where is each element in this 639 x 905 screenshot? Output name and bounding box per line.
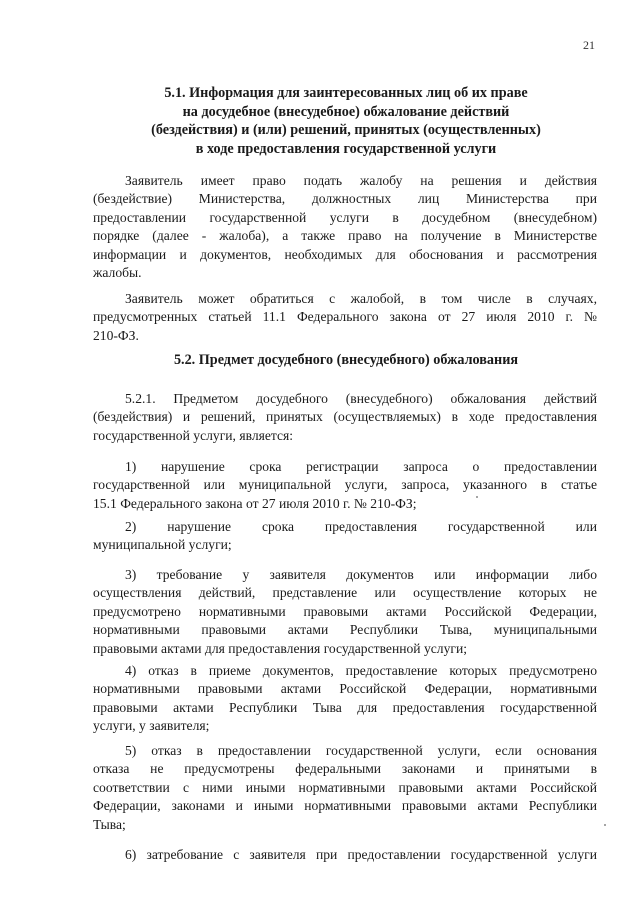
text-line: правовыми актами Республики Тыва для предоставления государственной xyxy=(93,699,597,715)
page-number: 21 xyxy=(583,38,595,52)
list-item-6 xyxy=(93,846,597,864)
text-line: отказа не предусмотрены федеральными законами и принятыми в xyxy=(93,761,597,777)
scan-speck xyxy=(476,496,478,498)
text-line: 210-ФЗ. xyxy=(93,327,139,343)
scan-speck xyxy=(604,824,606,826)
paragraph-5-2-1 xyxy=(93,390,597,445)
text-line: государственной или муниципальной услуги, запроса, указанного в статье xyxy=(93,477,597,493)
text-line: Тыва; xyxy=(93,816,126,832)
text-line: государственной услуги, является: xyxy=(93,427,294,443)
heading-line: в ходе предоставления государственной услуги xyxy=(195,140,497,157)
heading-line: 5.2. Предмет досудебного (внесудебного) обжалования xyxy=(173,352,519,368)
section-heading-5-2 xyxy=(92,351,600,370)
list-item-5 xyxy=(93,742,597,834)
text-line: 2) нарушение срока предоставления государственной или xyxy=(125,519,597,534)
text-line: 3) требование у заявителя документов или информации либо xyxy=(125,567,597,582)
text-line: Заявитель может обратиться с жалобой, в том числе в случаях, xyxy=(125,291,597,306)
text-line: 5) отказ в предоставлении государственной услуги, если основания xyxy=(125,743,597,758)
text-line: 5.2.1. Предметом досудебного (внесудебного) обжалования действий xyxy=(125,391,597,406)
text-line: 6) затребование с заявителя при предоставлении государственной услуги xyxy=(125,847,597,862)
paragraph-cases xyxy=(93,290,597,345)
text-line: предусмотренных статьей 11.1 Федерального закона от 27 июля 2010 г. № xyxy=(93,309,597,325)
text-line: Федерации, законами и иными нормативными правовыми актами Республики xyxy=(93,798,597,814)
text-line: нормативными правовыми актами Российской Федерации, нормативными xyxy=(93,681,597,697)
text-line: 4) отказ в приеме документов, предоставление которых предусмотрено xyxy=(125,663,597,678)
section-heading-5-1 xyxy=(92,84,600,158)
text-line: информации и документов, необходимых для обоснования и рассмотрения xyxy=(93,246,597,262)
heading-line: (бездействия) и (или) решений, принятых (осуществленных) xyxy=(151,122,541,139)
text-line: (бездействия) и решений, принятых (осуществляемых) в ходе предоставления xyxy=(93,409,597,425)
text-line: соответствии с ними иными нормативными правовыми актами Российской xyxy=(93,779,597,795)
list-item-3 xyxy=(93,566,597,658)
text-line: Заявитель имеет право подать жалобу на решения и действия xyxy=(125,173,597,188)
text-line: муниципальной услуги; xyxy=(93,537,232,553)
paragraph-right-to-complain xyxy=(93,172,597,282)
text-line: порядке (далее - жалоба), а также право на получение в Министерстве xyxy=(93,228,597,244)
text-line: предоставлении государственной услуги в досудебном (внесудебном) xyxy=(93,209,597,225)
list-item-1 xyxy=(93,458,597,513)
text-line: (бездействие) Министерства, должностных лиц Министерства при xyxy=(93,191,597,207)
heading-line: на досудебное (внесудебное) обжалование действий xyxy=(182,103,510,120)
text-line: нормативными правовыми актами Республики Тыва, муниципальными xyxy=(93,622,597,638)
text-line: осуществления действий, представление или осуществление которых не xyxy=(93,585,597,601)
text-line: предусмотрено нормативными правовыми актами Российской Федерации, xyxy=(93,603,597,619)
list-item-2 xyxy=(93,518,597,555)
text-line: 1) нарушение срока регистрации запроса о предоставлении xyxy=(125,459,597,474)
list-item-4 xyxy=(93,662,597,736)
text-line: услуги, у заявителя; xyxy=(93,718,210,734)
text-line: 15.1 Федерального закона от 27 июля 2010 г. № 210-ФЗ; xyxy=(93,495,417,511)
text-line: правовыми актами для предоставления государственной услуги; xyxy=(93,640,468,656)
heading-line: 5.1. Информация для заинтересованных лиц об их праве xyxy=(164,85,528,101)
text-line: жалобы. xyxy=(93,265,142,281)
